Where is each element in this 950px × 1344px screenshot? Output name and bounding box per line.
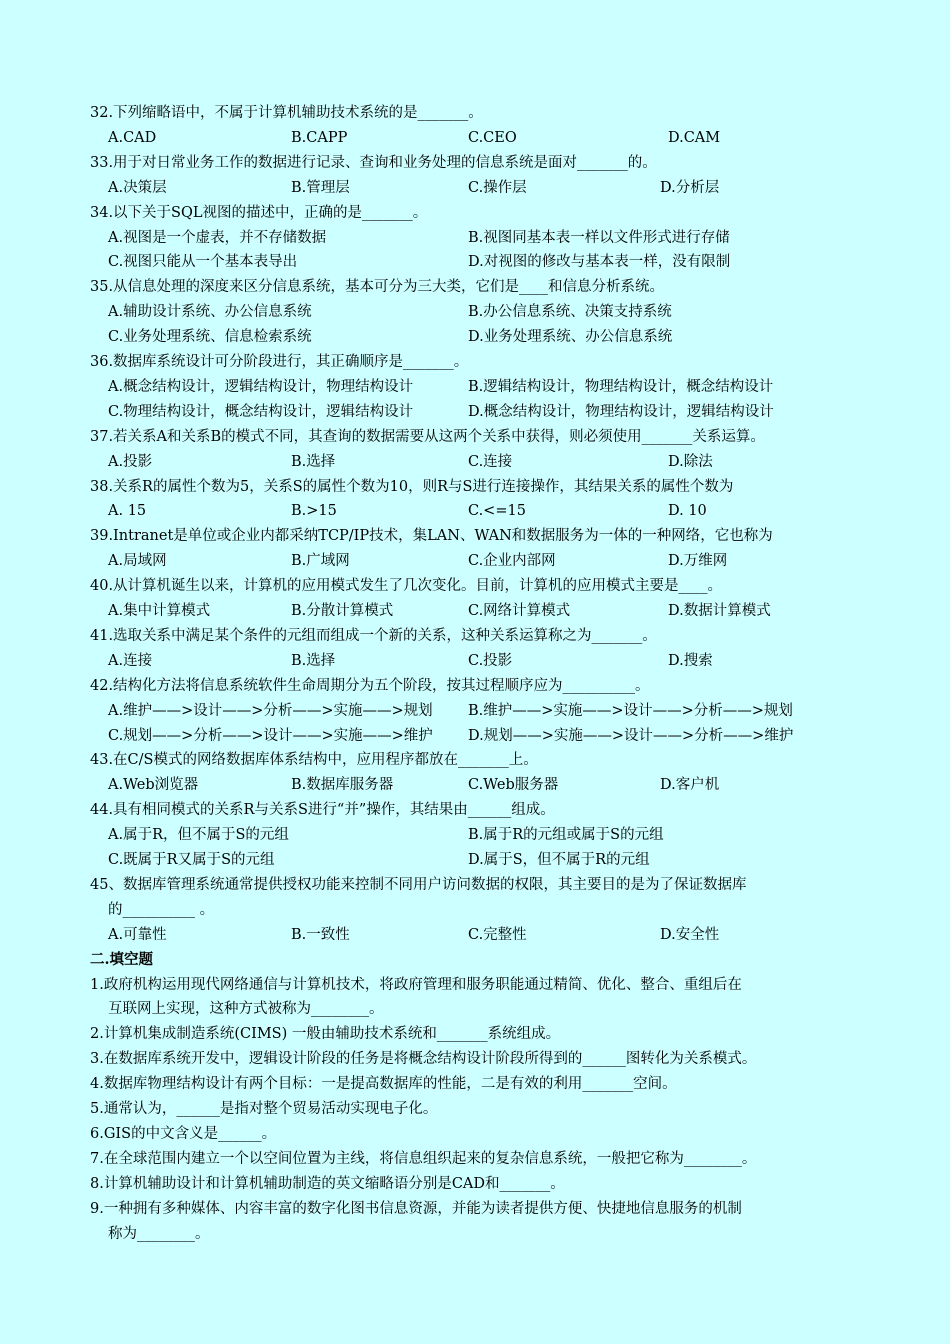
answer-option: B.逻辑结构设计，物理结构设计，概念结构设计 [468, 378, 774, 395]
answer-option: A.概念结构设计，逻辑结构设计，物理结构设计 [108, 378, 414, 395]
question-stem-line [0, 524, 950, 548]
answer-option: B.视图同基本表一样以文件形式进行存储 [468, 229, 730, 246]
answer-option: A.维护——>设计——>分析——>实施——>规划 [108, 702, 433, 719]
answer-option: C.业务处理系统、信息检索系统 [108, 329, 312, 346]
question-stem-line [0, 873, 950, 897]
answer-option: B.办公信息系统、决策支持系统 [468, 304, 672, 321]
answer-option: D.数据计算模式 [668, 603, 771, 619]
answer-option: B.CAPP [291, 129, 348, 146]
answer-option: A. 15 [108, 503, 147, 520]
options-row [0, 226, 950, 250]
question-stem-line [0, 624, 950, 648]
answer-option: B.>15 [291, 503, 337, 520]
options-row [0, 176, 950, 200]
question-stem: 42.结构化方法将信息系统软件生命周期分为五个阶段，按其过程顺序应为__________。 [90, 677, 650, 694]
question-stem-line [0, 275, 950, 299]
answer-option: C.<=15 [468, 503, 526, 520]
question-stem: 33.用于对日常业务工作的数据进行记录、查询和业务处理的信息系统是面对_______的。 [90, 154, 657, 171]
options-row [0, 649, 950, 673]
question-stem: 36.数据库系统设计可分阶段进行，其正确顺序是_______。 [90, 354, 469, 370]
answer-option: D.万维网 [668, 553, 728, 570]
fill-item: 9.一种拥有多种媒体、内容丰富的数字化图书信息资源，并能为读者提供方便、快捷地信息服务的机制 [90, 1200, 742, 1217]
options-row [0, 848, 950, 872]
question-stem: 43.在C/S模式的网络数据库体系结构中，应用程序都放在_______上。 [90, 752, 538, 769]
question-stem: 45、数据库管理系统通常提供授权功能来控制不同用户访问数据的权限，其主要目的是为了保证数据库 [90, 876, 747, 893]
question-stem-line [0, 151, 950, 175]
question-stem-line [0, 798, 950, 822]
answer-option: C.投影 [468, 652, 513, 669]
options-row [0, 549, 950, 573]
answer-option: D.CAM [668, 129, 721, 146]
answer-option: C.物理结构设计，概念结构设计，逻辑结构设计 [108, 403, 414, 420]
answer-option: A.辅助设计系统、办公信息系统 [108, 304, 312, 321]
options-row [0, 724, 950, 748]
fill-item: 6.GIS的中文含义是______。 [90, 1125, 277, 1142]
fill-item-continuation: 称为________。 [108, 1225, 210, 1242]
answer-option: D. 10 [668, 503, 707, 520]
answer-option: A.CAD [108, 129, 157, 146]
options-row [0, 923, 950, 947]
answer-option: C.既属于R又属于S的元组 [108, 852, 275, 868]
question-stem-line [0, 674, 950, 698]
section-title: 二.填空题 [90, 950, 154, 968]
options-row [0, 126, 950, 150]
answer-option: B.维护——>实施——>设计——>分析——>规划 [468, 702, 793, 719]
question-stem: 34.以下关于SQL视图的描述中，正确的是_______。 [90, 204, 428, 221]
answer-option: C.规划——>分析——>设计——>实施——>维护 [108, 727, 433, 744]
question-stem: 37.若关系A和关系B的模式不同，其查询的数据需要从这两个关系中获得，则必须使用_______关系运算。 [90, 428, 765, 445]
options-row [0, 773, 950, 797]
fill-item-line [0, 1147, 950, 1171]
question-stem: 40.从计算机诞生以来，计算机的应用模式发生了几次变化。目前，计算机的应用模式主要是____。 [90, 578, 723, 595]
options-row [0, 375, 950, 399]
answer-option: A.视图是一个虚表，并不存储数据 [108, 229, 327, 246]
answer-option: C.网络计算模式 [468, 603, 571, 619]
answer-option: D.概念结构设计，物理结构设计，逻辑结构设计 [468, 403, 774, 420]
answer-option: A.局域网 [108, 553, 167, 570]
answer-option: C.CEO [468, 129, 517, 146]
question-stem-line [0, 475, 950, 499]
answer-option: C.Web服务器 [468, 777, 559, 794]
answer-option: C.企业内部网 [468, 553, 556, 570]
answer-option: C.操作层 [468, 179, 527, 196]
fill-item-line [0, 1097, 950, 1121]
fill-item-line [0, 1047, 950, 1071]
question-stem-line [0, 101, 950, 125]
fill-item: 1.政府机构运用现代网络通信与计算机技术，将政府管理和服务职能通过精简、优化、整合、重组后在 [90, 976, 742, 993]
answer-option: D.除法 [668, 453, 713, 470]
question-stem-line [0, 350, 950, 374]
question-stem-line [0, 748, 950, 772]
fill-item-continuation-line [0, 997, 950, 1021]
answer-option: B.广域网 [291, 553, 350, 570]
question-stem: 39.Intranet是单位或企业内都采纳TCP/IP技术，集LAN、WAN和数据服务为一体的一种网络，它也称为 [90, 528, 773, 545]
fill-item: 2.计算机集成制造系统(CIMS) 一般由辅助技术系统和_______系统组成。 [90, 1026, 561, 1043]
fill-item-continuation-line [0, 1222, 950, 1246]
question-stem: 41.选取关系中满足某个条件的元组而组成一个新的关系，这种关系运算称之为_______。 [90, 627, 657, 644]
options-row [0, 250, 950, 274]
answer-option: A.Web浏览器 [108, 777, 199, 794]
answer-option: D.搜索 [668, 652, 713, 669]
fill-item-line [0, 1072, 950, 1096]
options-row [0, 699, 950, 723]
answer-option: A.投影 [108, 453, 153, 470]
fill-item-line [0, 1022, 950, 1046]
answer-option: C.连接 [468, 453, 513, 470]
question-stem-line [0, 425, 950, 449]
fill-item-line [0, 1122, 950, 1146]
question-stem: 38.关系R的属性个数为5，关系S的属性个数为10，则R与S进行连接操作，其结果关系的属性个数为 [90, 478, 734, 495]
answer-option: A.决策层 [108, 179, 167, 196]
answer-option: A.连接 [108, 652, 153, 669]
question-stem-continuation: 的__________ 。 [108, 901, 215, 918]
question-stem-continuation-line [0, 898, 950, 922]
question-stem: 44.具有相同模式的关系R与关系S进行“并”操作，其结果由______组成。 [90, 802, 555, 819]
fill-item: 4.数据库物理结构设计有两个目标：一是提高数据库的性能，二是有效的利用_______空间。 [90, 1076, 677, 1093]
fill-item: 7.在全球范围内建立一个以空间位置为主线，将信息组织起来的复杂信息系统，一般把它称为________。 [90, 1150, 757, 1167]
answer-option: B.分散计算模式 [291, 603, 394, 619]
answer-option: A.集中计算模式 [108, 603, 211, 619]
answer-option: C.完整性 [468, 926, 527, 943]
fill-item: 5.通常认为，______是指对整个贸易活动实现电子化。 [90, 1101, 438, 1117]
answer-option: D.对视图的修改与基本表一样，没有限制 [468, 254, 731, 271]
fill-item-continuation: 互联网上实现，这种方式被称为________。 [108, 1001, 384, 1018]
answer-option: B.管理层 [291, 179, 350, 196]
options-row [0, 325, 950, 349]
answer-option: D.安全性 [660, 926, 720, 943]
options-row [0, 400, 950, 424]
question-stem: 35.从信息处理的深度来区分信息系统，基本可分为三大类，它们是____和信息分析系统。 [90, 279, 665, 296]
section-heading-line [0, 948, 950, 972]
answer-option: B.数据库服务器 [291, 777, 394, 794]
options-row [0, 450, 950, 474]
answer-option: B.选择 [291, 453, 336, 470]
answer-option: D.业务处理系统、办公信息系统 [468, 329, 673, 346]
answer-option: A.属于R，但不属于S的元组 [108, 827, 289, 844]
answer-option: B.属于R的元组或属于S的元组 [468, 827, 664, 844]
fill-item-line [0, 973, 950, 997]
answer-option: B.选择 [291, 652, 336, 669]
fill-item: 3.在数据库系统开发中，逻辑设计阶段的任务是将概念结构设计阶段所得到的______图转化为关系模式。 [90, 1051, 757, 1068]
question-stem-line [0, 201, 950, 225]
options-row [0, 823, 950, 847]
fill-item-line [0, 1172, 950, 1196]
answer-option: D.规划——>实施——>设计——>分析——>维护 [468, 727, 794, 744]
options-row [0, 499, 950, 523]
answer-option: D.分析层 [660, 179, 720, 196]
question-stem: 32.下列缩略语中，不属于计算机辅助技术系统的是_______。 [90, 105, 483, 121]
options-row [0, 300, 950, 324]
question-stem-line [0, 574, 950, 598]
answer-option: D.属于S，但不属于R的元组 [468, 852, 650, 868]
answer-option: C.视图只能从一个基本表导出 [108, 254, 298, 271]
answer-option: D.客户机 [660, 777, 720, 794]
answer-option: B.一致性 [291, 926, 350, 943]
fill-item: 8.计算机辅助设计和计算机辅助制造的英文缩略语分别是CAD和_______。 [90, 1175, 565, 1192]
answer-option: A.可靠性 [108, 926, 167, 943]
options-row [0, 599, 950, 623]
fill-item-line [0, 1197, 950, 1221]
